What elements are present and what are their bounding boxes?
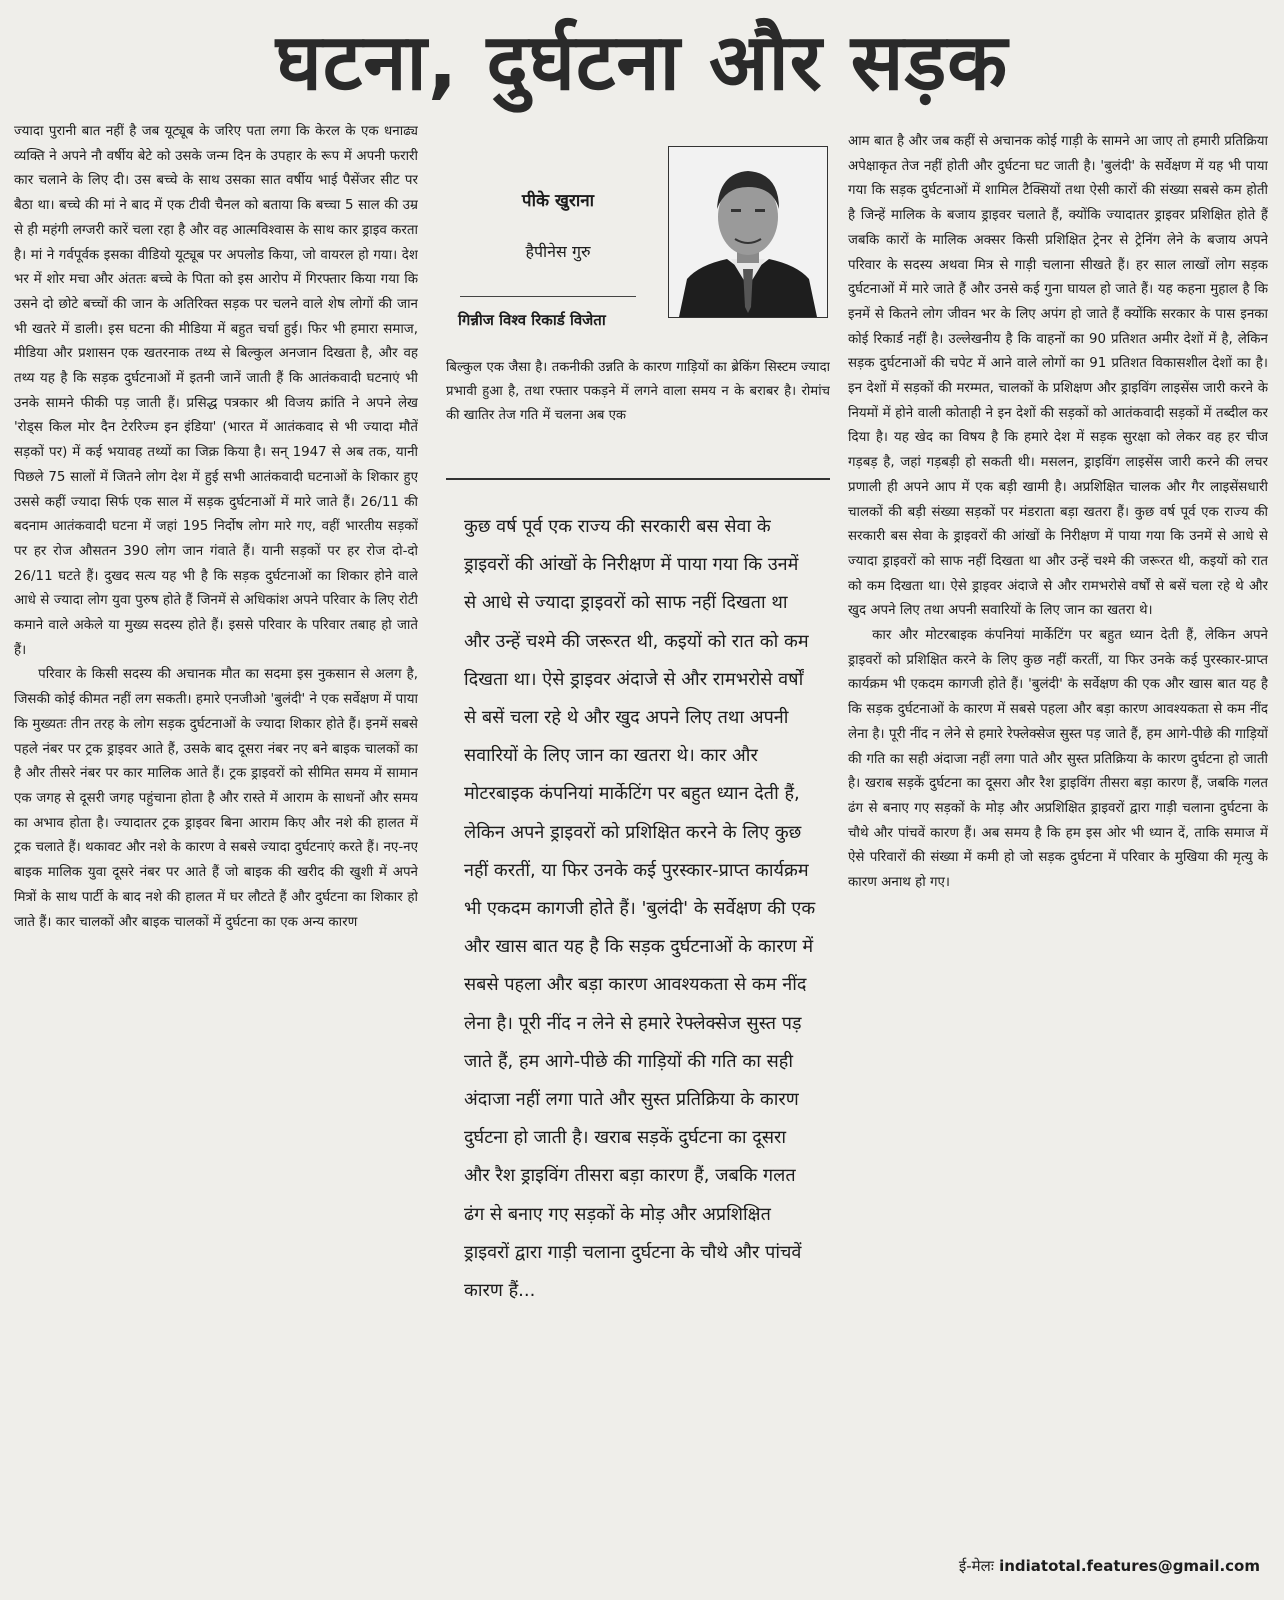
left-column: [14, 120, 418, 1588]
middle-divider: [446, 478, 830, 480]
email-address[interactable]: indiatotal.features@gmail.com: [999, 1557, 1260, 1575]
left-paragraph-1: ज्यादा पुरानी बात नहीं है जब यूट्यूब के जरिए पता लगा कि केरल के एक धनाढ्य व्यक्ति ने अपने नौ वर्षीय बेटे को उसके जन्म दिन के उपहार के रूप में अपनी फरारी कार चलाने के लिए दी। उस बच्चे के साथ उसका सात वर्षीय भाई पैसेंजर सीट पर बैठा था। बच्चे की मां ने बाद में एक टीवी चैनल को बताया कि बच्चा 5 साल की उम्र से ही महंगी लग्जरी कारें चला रहा है और वह आत्मविश्वास के साथ कार ड्राइव करता है। मां ने गर्वपूर्वक इसका वीडियो यूट्यूब पर अपलोड किया, जो वायरल हो गया। देश भर में शोर मचा और अंततः बच्चे के पिता को इस आरोप में गिरफ्तार किया गया कि उसने दो छोटे बच्चों की जान के अतिरिक्त सड़क पर चलने वाले शेष लोगों की जान भी खतरे में डाली। इस घटना की मीडिया में बहुत चर्चा हुई। फिर भी हमारा समाज, मीडिया और प्रशासन एक खतरनाक तथ्य से बिल्कुल अनजान दिखता है, और वह तथ्य यह है कि सड़क दुर्घटनाओं में इतनी जानें जाती हैं कि आतंकवादी घटनाएं भी उनके सामने फीकी पड़ जाती हैं। प्रसिद्ध पत्रकार श्री विजय क्रांति ने अपने लेख 'रोड्स किल मोर दैन टेररिज्म इन इंडिया' (भारत में आतंकवाद से भी ज्यादा मौतें सड़कों पर) में कई भयावह तथ्यों का जिक्र किया है। सन् 1947 से अब तक, यानी पिछले 75 सालों में जितने लोग देश में हुई सभी आतंकवादी घटनाओं के शिकार हुए उससे कहीं ज्यादा सिर्फ एक साल में सड़क दुर्घटनाओं में मारे जाते हैं। 26/11 की बदनाम आतंकवादी घटना में जहां 195 निर्दोष लोग मारे गए, वहीं भारतीय सड़कों पर हर रोज औसतन 390 लोग जान गंवाते हैं। यानी सड़कों पर हर रोज दो-दो 26/11 घटते हैं। दुखद सत्य यह भी है कि सड़क दुर्घटनाओं का शिकार होने वाले आधे से ज्यादा लोग युवा पुरुष होते हैं जिनमें से अधिकांश अपने परिवार के लिए रोटी कमाने वाले अकेले या मुख्य सदस्य होते हैं। इससे परिवार के परिवार तबाह हो जाते हैं।: [14, 124, 418, 658]
author-portrait: [668, 146, 828, 318]
email-label: ई-मेलः: [958, 1557, 994, 1575]
middle-top-text: [446, 356, 830, 466]
author-portrait-image: [669, 147, 827, 317]
author-award: गिन्नीज विश्व रिकार्ड विजेता: [458, 311, 606, 329]
middle-top-paragraph: बिल्कुल एक जैसा है। तकनीकी उन्नति के कारण गाड़ियों का ब्रेकिंग सिस्टम ज्यादा प्रभावी हुआ है, तथा रफ्तार पकड़ने में लगने वाला समय न के बराबर है। रोमांच की खातिर तेज गति में चलना अब एक: [446, 360, 830, 423]
left-paragraph-2: परिवार के किसी सदस्य की अचानक मौत का सदमा इस नुकसान से अलग है, जिसकी कोई कीमत नहीं लग सकती। हमारे एनजीओ 'बुलंदी' ने एक सर्वेक्षण में पाया कि मुख्यतः तीन तरह के लोग सड़क दुर्घटनाओं के ज्यादा शिकार होते हैं। इनमें सबसे पहले नंबर पर ट्रक ड्राइवर आते हैं, उसके बाद दूसरा नंबर नए बने बाइक चालकों का है और तीसरे नंबर पर कार मालिक आते हैं। ट्रक ड्राइवरों को सीमित समय में सामान एक जगह से दूसरी जगह पहुंचाना होता है और रास्ते में आराम के साधनों और समय का अभाव होता है। ज्यादातर ट्रक ड्राइवर बिना आराम किए और नशे की हालत में ट्रक चलाते हैं। थकावट और नशे के कारण वे सबसे ज्यादा दुर्घटनाएं करते हैं। नए-नए बाइक मालिक युवा दूसरे नंबर पर आते हैं जो बाइक की खरीद की खुशी में अपने मित्रों के साथ पार्टी के बाद नशे की हालत में घर लौटते हैं और दुर्घटना का शिकार हो जाते हैं। कार चालकों और बाइक चालकों में दुर्घटना का एक अन्य कारण: [14, 667, 418, 930]
middle-callout-paragraph: कुछ वर्ष पूर्व एक राज्य की सरकारी बस सेवा के ड्राइवरों की आंखों के निरीक्षण में पाया गया कि उनमें से आधे से ज्यादा ड्राइवरों को साफ नहीं दिखता था और उन्हें चश्मे की जरूरत थी, कइयों को रात को कम दिखता था। ऐसे ड्राइवर अंदाजे से और रामभरोसे वर्षों से बसें चला रहे थे और खुद अपने लिए तथा अपनी सवारियों के लिए जान का खतरा थे। कार और मोटरबाइक कंपनियां मार्केटिंग पर बहुत ध्यान देती हैं, लेकिन अपने ड्राइवरों को प्रशिक्षित करने के लिए कुछ नहीं करतीं, या फिर उनके कई पुरस्कार-प्राप्त कार्यक्रम भी एकदम कागजी होते हैं। 'बुलंदी' के सर्वेक्षण की एक और खास बात यह है कि सड़क दुर्घटनाओं के कारण में सबसे पहला और बड़ा कारण आवश्यकता से कम नींद लेना है। पूरी नींद न लेने से हमारे रेफ्लेक्सेज सुस्त पड़ जाते हैं, हम आगे-पीछे की गाड़ियों की गति का सही अंदाजा नहीं लगा पाते और सुस्त प्रतिक्रिया के कारण दुर्घटना हो जाती है। खराब सड़कें दुर्घटना का दूसरा और रैश ड्राइविंग तीसरा बड़ा कारण हैं, जबकि गलत ढंग से बनाए गए सड़कों के मोड़ और अप्रशिक्षित ड्राइवरों द्वारा गाड़ी चलाना दुर्घटना के चौथे और पांचवें कारण हैं...: [464, 516, 816, 1302]
author-byline: [440, 136, 834, 346]
author-name: पीके खुराना: [521, 191, 595, 211]
headline: घटना, दुर्घटना और सड़क: [275, 18, 1009, 108]
right-column: [848, 130, 1268, 1550]
middle-callout: [464, 508, 816, 1588]
right-paragraph-2: कार और मोटरबाइक कंपनियां मार्केटिंग पर बहुत ध्यान देती हैं, लेकिन अपने ड्राइवरों को प्रशिक्षित करने के लिए कुछ नहीं करतीं, या फिर उनके कई पुरस्कार-प्राप्त कार्यक्रम भी एकदम कागजी होते हैं। 'बुलंदी' के सर्वेक्षण की एक और खास बात यह है कि सड़क दुर्घटनाओं के कारण में सबसे पहला और बड़ा कारण आवश्यकता से कम नींद लेना है। पूरी नींद न लेने से हमारे रेफ्लेक्सेज सुस्त पड़ जाते हैं, हम आगे-पीछे की गाड़ियों की गति का सही अंदाजा नहीं लगा पाते और सुस्त प्रतिक्रिया के कारण दुर्घटना हो जाती है। खराब सड़कें दुर्घटना का दूसरा और रैश ड्राइविंग तीसरा बड़ा कारण हैं, जबकि गलत ढंग से बनाए गए सड़कों के मोड़ और अप्रशिक्षित ड्राइवरों द्वारा गाड़ी चलाना दुर्घटना के चौथे और पांचवें कारण हैं। अब समय है कि हम इस ओर भी ध्यान दें, ताकि समाज में ऐसे परिवारों की संख्या में कमी हो जो सड़क दुर्घटना में परिवार के मुखिया की मृत्यु के कारण अनाथ हो गए।: [848, 628, 1268, 891]
email-line: [860, 1556, 1260, 1576]
byline-divider: [460, 296, 636, 297]
author-title: हैपीनेस गुरु: [525, 242, 591, 261]
right-paragraph-1: आम बात है और जब कहीं से अचानक कोई गाड़ी के सामने आ जाए तो हमारी प्रतिक्रिया अपेक्षाकृत तेज नहीं होती और दुर्घटना घट जाती है। 'बुलंदी' के सर्वेक्षण में यह भी पाया गया कि सड़क दुर्घटनाओं में शामिल टैक्सियों तथा ऐसी कारों की संख्या सबसे कम होती है जिन्हें मालिक के बजाय ड्राइवर चलाते हैं, क्योंकि ज्यादातर ड्राइवर प्रशिक्षित होते हैं जबकि कारों के मालिक अक्सर किसी प्रशिक्षित ट्रेनर से ट्रेनिंग लेने के बजाय अपने परिवार के सदस्य अथवा मित्र से गाड़ी चलाना सीखते हैं। हर साल लाखों लोग सड़क दुर्घटनाओं में मारे जाते हैं और उनसे कई गुना घायल हो जाते हैं। यह कहना मुहाल है कि इनमें से कितने लोग जीवन भर के लिए अपंग हो जाते हैं क्योंकि सरकार के पास इनका कोई रिकार्ड नहीं है। उल्लेखनीय है कि वाहनों का 90 प्रतिशत अमीर देशों में है, लेकिन सड़क दुर्घटनाओं की चपेट में आने वाले लोगों का 91 प्रतिशत विकासशील देशों का है। इन देशों में सड़कों की मरम्मत, चालकों के प्रशिक्षण और ड्राइविंग लाइसेंस जारी करने के नियमों में होने वाली कोताही ने इन देशों की सड़कों को आतंकवादी सड़कों में तब्दील कर दिया है। यह खेद का विषय है कि हमारे देश में सड़क सुरक्षा को लेकर वह हर चीज गड़बड़ है, जहां गड़बड़ी हो सकती थी। मसलन, ड्राइविंग लाइसेंस जारी करने की लचर प्रणाली ही अपने आप में एक बड़ी खामी है। अप्रशिक्षित चालक और गैर लाइसेंसधारी चालकों की बड़ी संख्या सड़कों पर मंडराता बड़ा खतरा हैं। कुछ वर्ष पूर्व एक राज्य की सरकारी बस सेवा के ड्राइवरों की आंखों के निरीक्षण में पाया गया कि उनमें से आधे से ज्यादा ड्राइवरों को साफ नहीं दिखता था और उन्हें चश्मे की जरूरत थी, कइयों को रात को कम दिखता था। ऐसे ड्राइवर अंदाजे से और रामभरोसे वर्षों से बसें चला रहे थे और खुद अपने लिए तथा अपनी सवारियों के लिए जान का खतरा थे।: [848, 134, 1268, 619]
